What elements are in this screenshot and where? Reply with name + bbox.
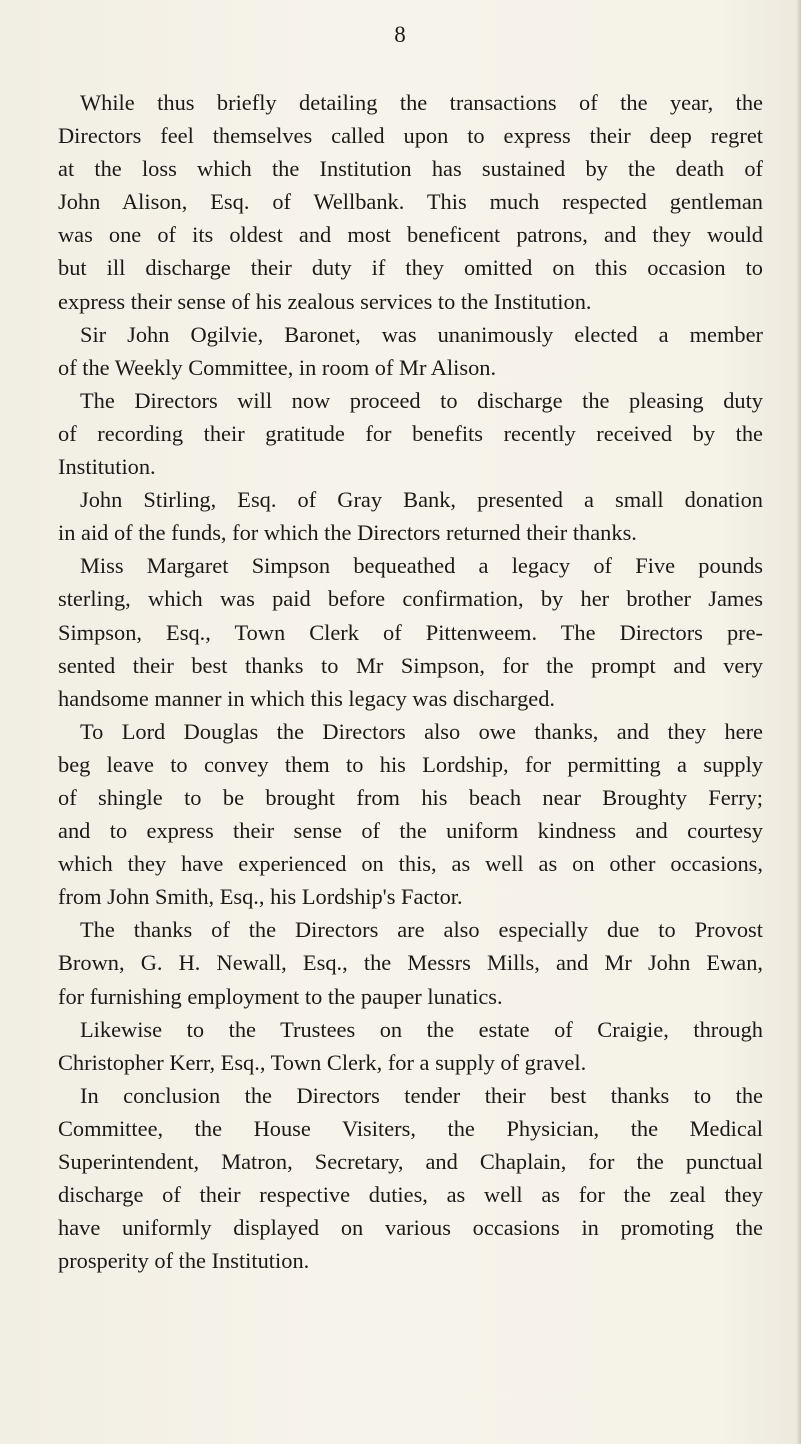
- text-line: discharge of their respective duties, as well as for the zeal they: [58, 1182, 763, 1208]
- page-number: 8: [394, 22, 407, 47]
- text-line: To Lord Douglas the Directors also owe thanks, and they here: [80, 718, 763, 744]
- text-line: in aid of the funds, for which the Directors returned their thanks.: [58, 520, 637, 546]
- text-line: Institution.: [58, 454, 156, 480]
- text-line: In conclusion the Directors tender their best thanks to the: [80, 1082, 763, 1108]
- text-line: which they have experienced on this, as well as on other occasions,: [58, 851, 763, 877]
- text-line: John Stirling, Esq. of Gray Bank, presented a small donation: [80, 487, 763, 513]
- text-line: of the Weekly Committee, in room of Mr Alison.: [58, 354, 497, 380]
- text-line: for furnishing employment to the pauper lunatics.: [58, 983, 503, 1009]
- text-line: beg leave to convey them to his Lordship, for permitting a supply: [58, 751, 763, 777]
- text-line: Sir John Ogilvie, Baronet, was unanimously elected a member: [80, 321, 763, 347]
- text-line: from John Smith, Esq., his Lordship's Factor.: [58, 884, 463, 910]
- text-line: sterling, which was paid before confirmation, by her brother James: [58, 586, 763, 612]
- text-line: While thus briefly detailing the transactions of the year, the: [80, 90, 763, 115]
- text-line: Superintendent, Matron, Secretary, and Chaplain, for the punctual: [58, 1149, 763, 1174]
- text-line: was one of its oldest and most beneficent patrons, and they would: [58, 222, 763, 248]
- page-edge-shadow: [796, 0, 801, 1444]
- text-line: Committee, the House Visiters, the Physician, the Medical: [58, 1115, 763, 1141]
- text-line: John Alison, Esq. of Wellbank. This much respected gentleman: [58, 189, 763, 215]
- text-line: have uniformly displayed on various occasions in promoting the: [58, 1215, 763, 1241]
- text-line: express their sense of his zealous services to the Institution.: [58, 288, 592, 314]
- text-line: Miss Margaret Simpson bequeathed a legacy of Five pounds: [80, 553, 763, 579]
- text-line: and to express their sense of the uniform kindness and courtesy: [58, 818, 763, 844]
- text-line: of recording their gratitude for benefits recently received by the: [58, 420, 763, 446]
- text-line: Brown, G. H. Newall, Esq., the Messrs Mills, and Mr John Ewan,: [58, 950, 763, 976]
- text-line: The Directors will now proceed to discharge the pleasing duty: [80, 387, 763, 413]
- text-line: Christopher Kerr, Esq., Town Clerk, for a supply of gravel.: [58, 1049, 587, 1075]
- body-text: [58, 86, 763, 1277]
- text-line: Likewise to the Trustees on the estate of Craigie, through: [80, 1016, 763, 1042]
- text-line: The thanks of the Directors are also especially due to Provost: [80, 917, 763, 943]
- text-line: handsome manner in which this legacy was discharged.: [58, 685, 556, 711]
- text-line: sented their best thanks to Mr Simpson, for the prompt and very: [58, 652, 763, 678]
- text-line: of shingle to be brought from his beach near Broughty Ferry;: [58, 784, 763, 810]
- text-line: Directors feel themselves called upon to express their deep regret: [58, 123, 763, 149]
- text-line: at the loss which the Institution has sustained by the death of: [58, 156, 763, 182]
- text-line: but ill discharge their duty if they omitted on this occasion to: [58, 255, 763, 281]
- text-line: prosperity of the Institution.: [58, 1248, 310, 1274]
- text-line: Simpson, Esq., Town Clerk of Pittenweem. The Directors pre-: [58, 619, 763, 645]
